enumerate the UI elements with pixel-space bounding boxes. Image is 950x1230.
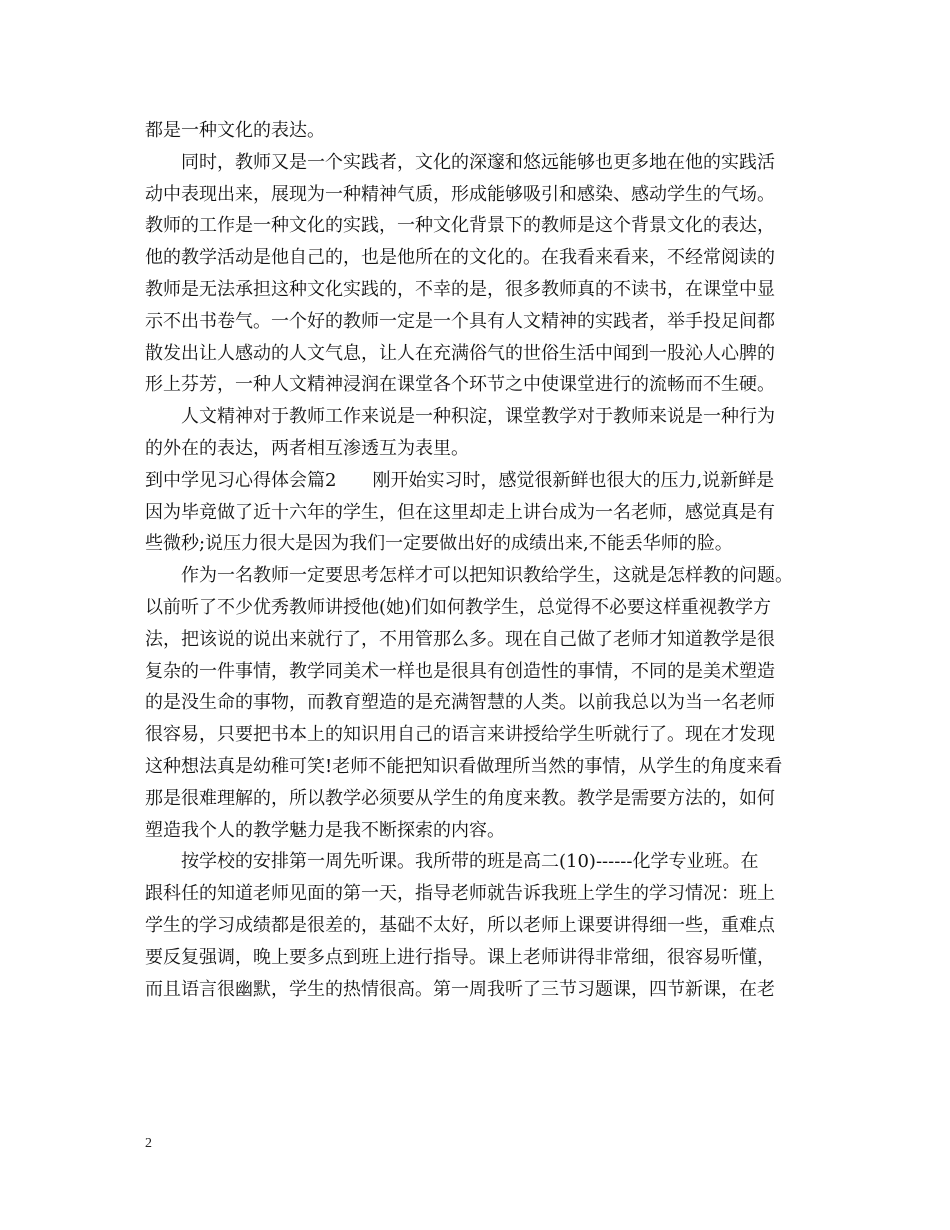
text-line: 那是很难理解的，所以教学必须要从学生的角度来教。教学是需要方法的，如何: [145, 787, 775, 809]
text-line: 作为一名教师一定要思考怎样才可以把知识教给学生，这就是怎样教的问题。: [145, 565, 793, 587]
text-line: 些微秒;说压力很大是因为我们一定要做出好的成绩出来,不能丢华师的脸。: [145, 533, 733, 555]
text-line: 要反复强调，晚上要多点到班上进行指导。课上老师讲得非常细，很容易听懂，: [145, 946, 775, 968]
text-line: 以前听了不少优秀教师讲授他(她)们如何教学生，总觉得不必要这样重视教学方: [145, 596, 772, 618]
text-line: 法，把该说的说出来就行了，不用管那么多。现在自己做了老师才知道教学是很: [145, 628, 775, 650]
text-line: 按学校的安排第一周先听课。我所带的班是高二(10)------化学专业班。在: [145, 851, 759, 873]
text-line: 同时，教师又是一个实践者，文化的深邃和悠远能够也更多地在他的实践活: [145, 151, 775, 173]
text-line: 形上芬芳，一种人文精神浸润在课堂各个环节之中使课堂进行的流畅而不生硬。: [145, 374, 775, 396]
text-line: 到中学见习心得体会篇2 刚开始实习时，感觉很新鲜也很大的压力,说新鲜是: [145, 469, 775, 491]
text-line: 而且语言很幽默，学生的热情很高。第一周我听了三节习题课，四节新课，在老: [145, 978, 775, 1000]
text-line: 示不出书卷气。一个好的教师一定是一个具有人文精神的实践者，举手投足间都: [145, 310, 775, 332]
text-line: 散发出让人感动的人文气息，让人在充满俗气的世俗生活中闻到一股沁人心脾的: [145, 342, 775, 364]
text-line: 都是一种文化的表达。: [145, 120, 325, 141]
text-line: 复杂的一件事情，教学同美术一样也是很具有创造性的事情，不同的是美术塑造: [145, 660, 775, 682]
text-line: 很容易，只要把书本上的知识用自己的语言来讲授给学生听就行了。现在才发现: [145, 724, 775, 746]
text-line: 这种想法真是幼稚可笑!老师不能把知识看做理所当然的事情，从学生的角度来看: [145, 755, 783, 777]
text-line: 教师是无法承担这种文化实践的，不幸的是，很多教师真的不读书，在课堂中显: [145, 278, 775, 300]
text-line: 动中表现出来，展现为一种精神气质，形成能够吸引和感染、感动学生的气场。: [145, 183, 775, 205]
text-line: 塑造我个人的教学魅力是我不断探索的内容。: [145, 819, 505, 841]
document-body: [145, 115, 805, 1005]
text-line: 他的教学活动是他自己的，也是他所在的文化的。在我看来看来，不经常阅读的: [145, 247, 775, 269]
text-line: 的外在的表达，两者相互渗透互为表里。: [145, 437, 469, 459]
text-line: 教师的工作是一种文化的实践，一种文化背景下的教师是这个背景文化的表达，: [145, 215, 775, 237]
text-line: 因为毕竟做了近十六年的学生，但在这里却走上讲台成为一名老师，感觉真是有: [145, 501, 775, 523]
text-line: 人文精神对于教师工作来说是一种积淀，课堂教学对于教师来说是一种行为: [145, 406, 775, 428]
text-line: 跟科任的知道老师见面的第一天，指导老师就告诉我班上学生的学习情况：班上: [145, 883, 775, 905]
text-line: 学生的学习成绩都是很差的，基础不太好，所以老师上课要讲得细一些，重难点: [145, 914, 775, 936]
text-line: 的是没生命的事物，而教育塑造的是充满智慧的人类。以前我总以为当一名老师: [145, 692, 775, 714]
page-number: 2: [145, 1136, 152, 1151]
